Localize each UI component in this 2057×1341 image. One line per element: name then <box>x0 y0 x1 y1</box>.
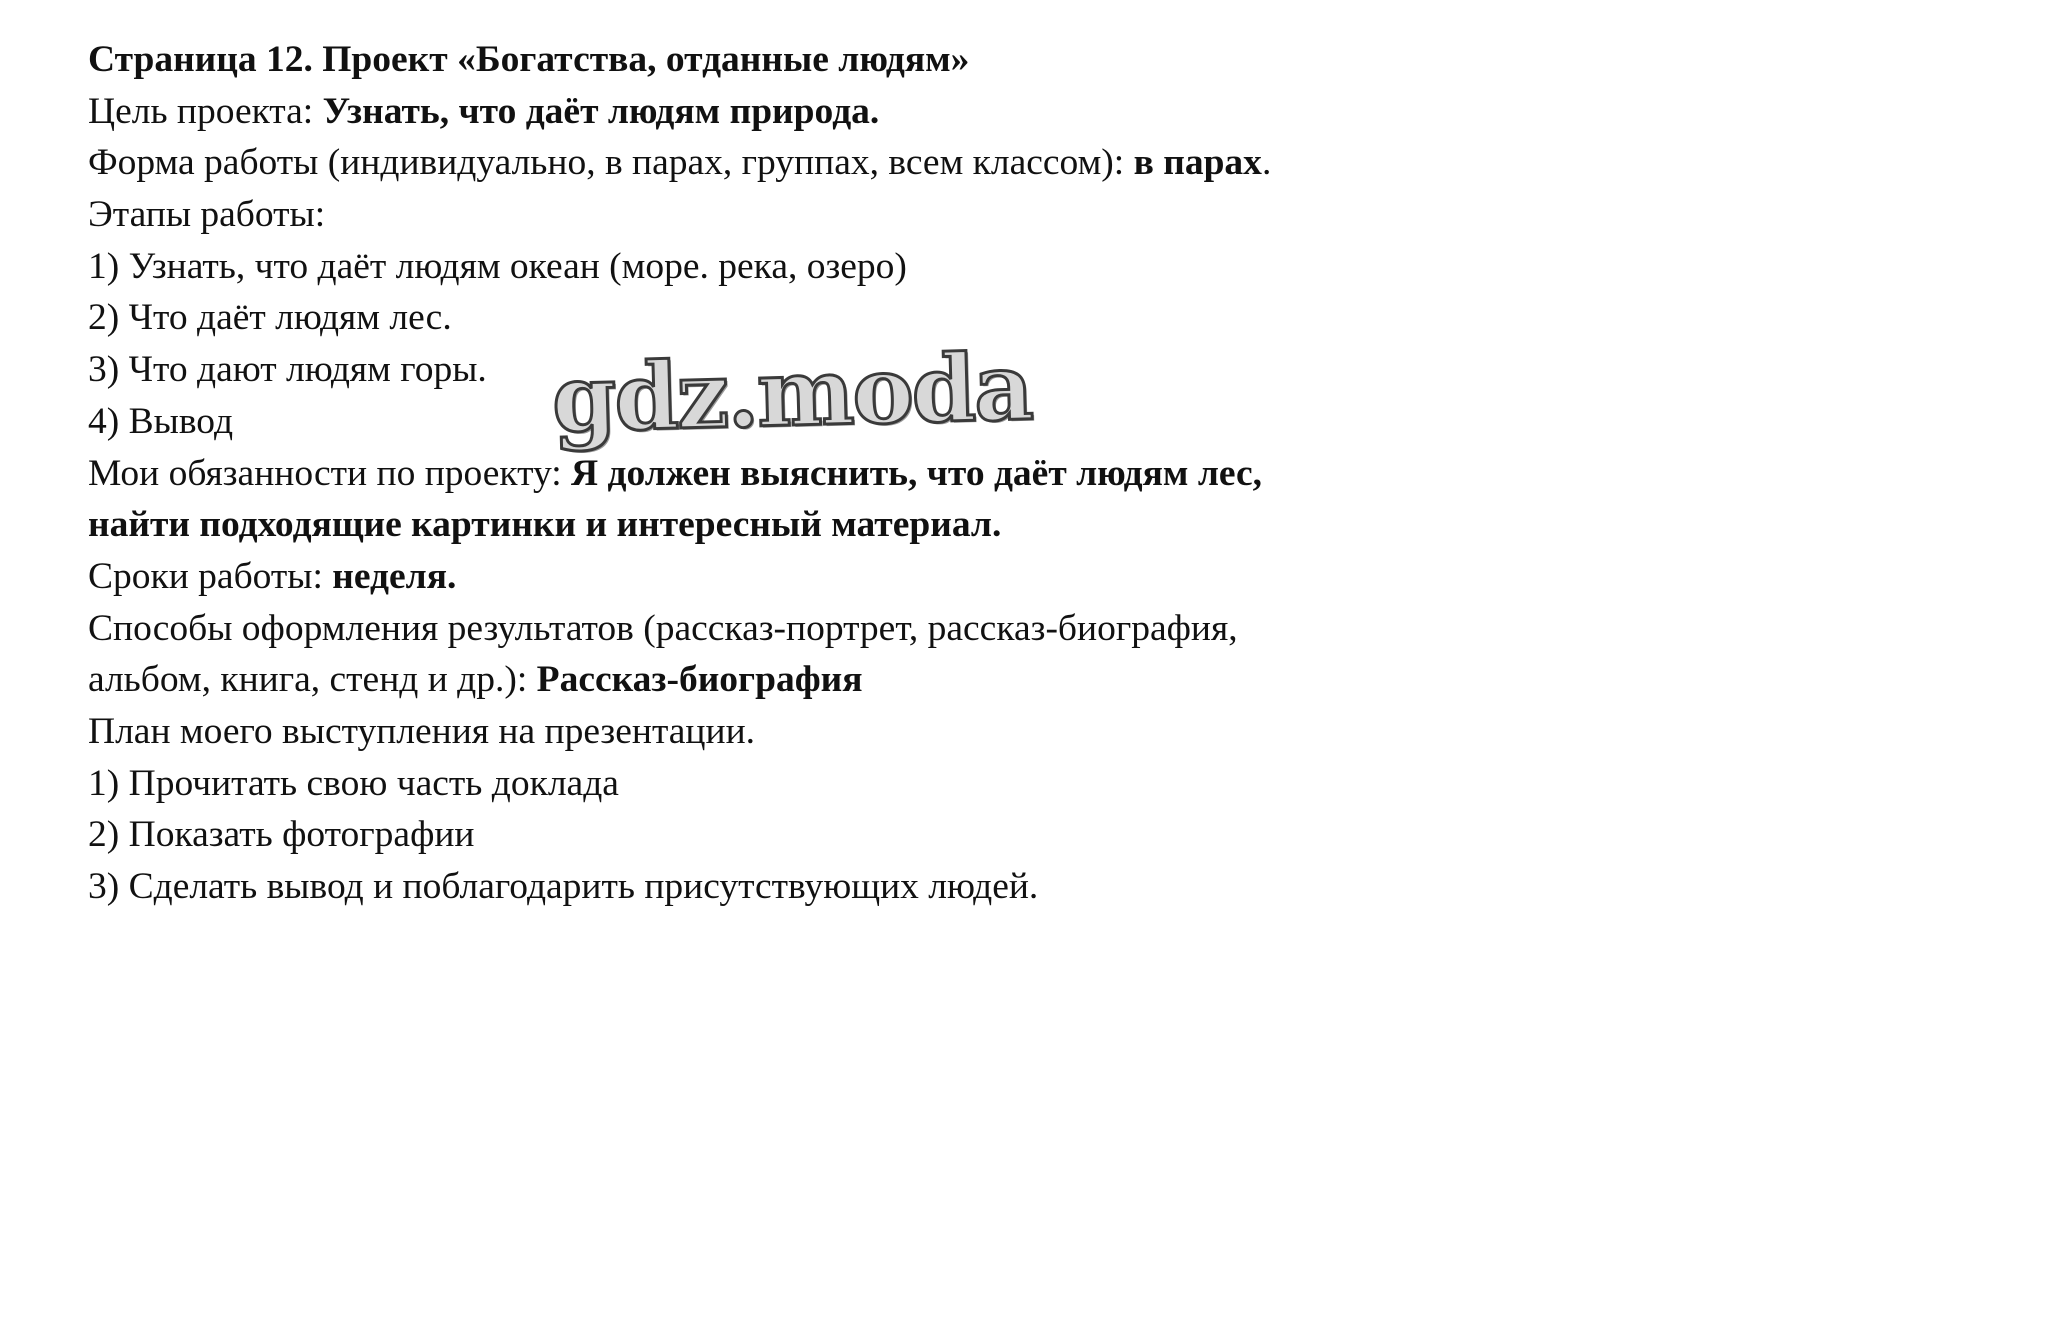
stage-item: 2) Что даёт людям лес. <box>88 297 452 339</box>
duties-value-2: найти подходящие картинки и интересный материал. <box>88 504 1002 546</box>
duties-value-1: Я должен выяснить, что даёт людям лес, <box>571 452 1263 494</box>
terms-value: неделя. <box>332 555 457 597</box>
goal-label: Цель проекта: <box>88 90 323 132</box>
goal-line <box>88 86 1528 138</box>
stage-item: 4) Вывод <box>88 400 234 442</box>
plan-item: 2) Показать фотографии <box>88 814 475 856</box>
work-form-value: в парах <box>1133 142 1262 184</box>
document-page <box>88 34 1528 913</box>
work-form-line <box>88 137 1528 189</box>
results-value: Рассказ-биография <box>536 659 863 701</box>
duties-label: Мои обязанности по проекту: <box>88 452 572 494</box>
terms-line <box>88 551 1528 603</box>
goal-value: Узнать, что даёт людям природа. <box>322 90 880 132</box>
work-form-end: . <box>1261 142 1272 184</box>
plan-item: 3) Сделать вывод и поблагодарить присутствующих людей. <box>88 866 1039 907</box>
stage-item: 3) Что дают людям горы. <box>88 349 487 391</box>
plan-heading: План моего выступления на презентации. <box>88 710 756 752</box>
results-line-2 <box>88 654 1528 706</box>
results-label-2: альбом, книга, стенд и др.): <box>88 659 537 701</box>
results-label-1: Способы оформления результатов (рассказ-портрет, рассказ-биография, <box>88 607 1238 649</box>
watermark-logo: gdz.moda <box>550 332 1033 454</box>
stage-item: 1) Узнать, что даёт людям океан (море. река, озеро) <box>88 245 907 287</box>
document-title: Страница 12. Проект «Богатства, отданные людям» <box>88 39 970 80</box>
stages-heading: Этапы работы: <box>88 194 326 236</box>
terms-label: Сроки работы: <box>88 555 333 597</box>
work-form-label: Форма работы (индивидуально, в парах, группах, всем классом): <box>88 142 1134 184</box>
duties-line <box>88 448 1528 500</box>
plan-item: 1) Прочитать свою часть доклада <box>88 762 619 804</box>
